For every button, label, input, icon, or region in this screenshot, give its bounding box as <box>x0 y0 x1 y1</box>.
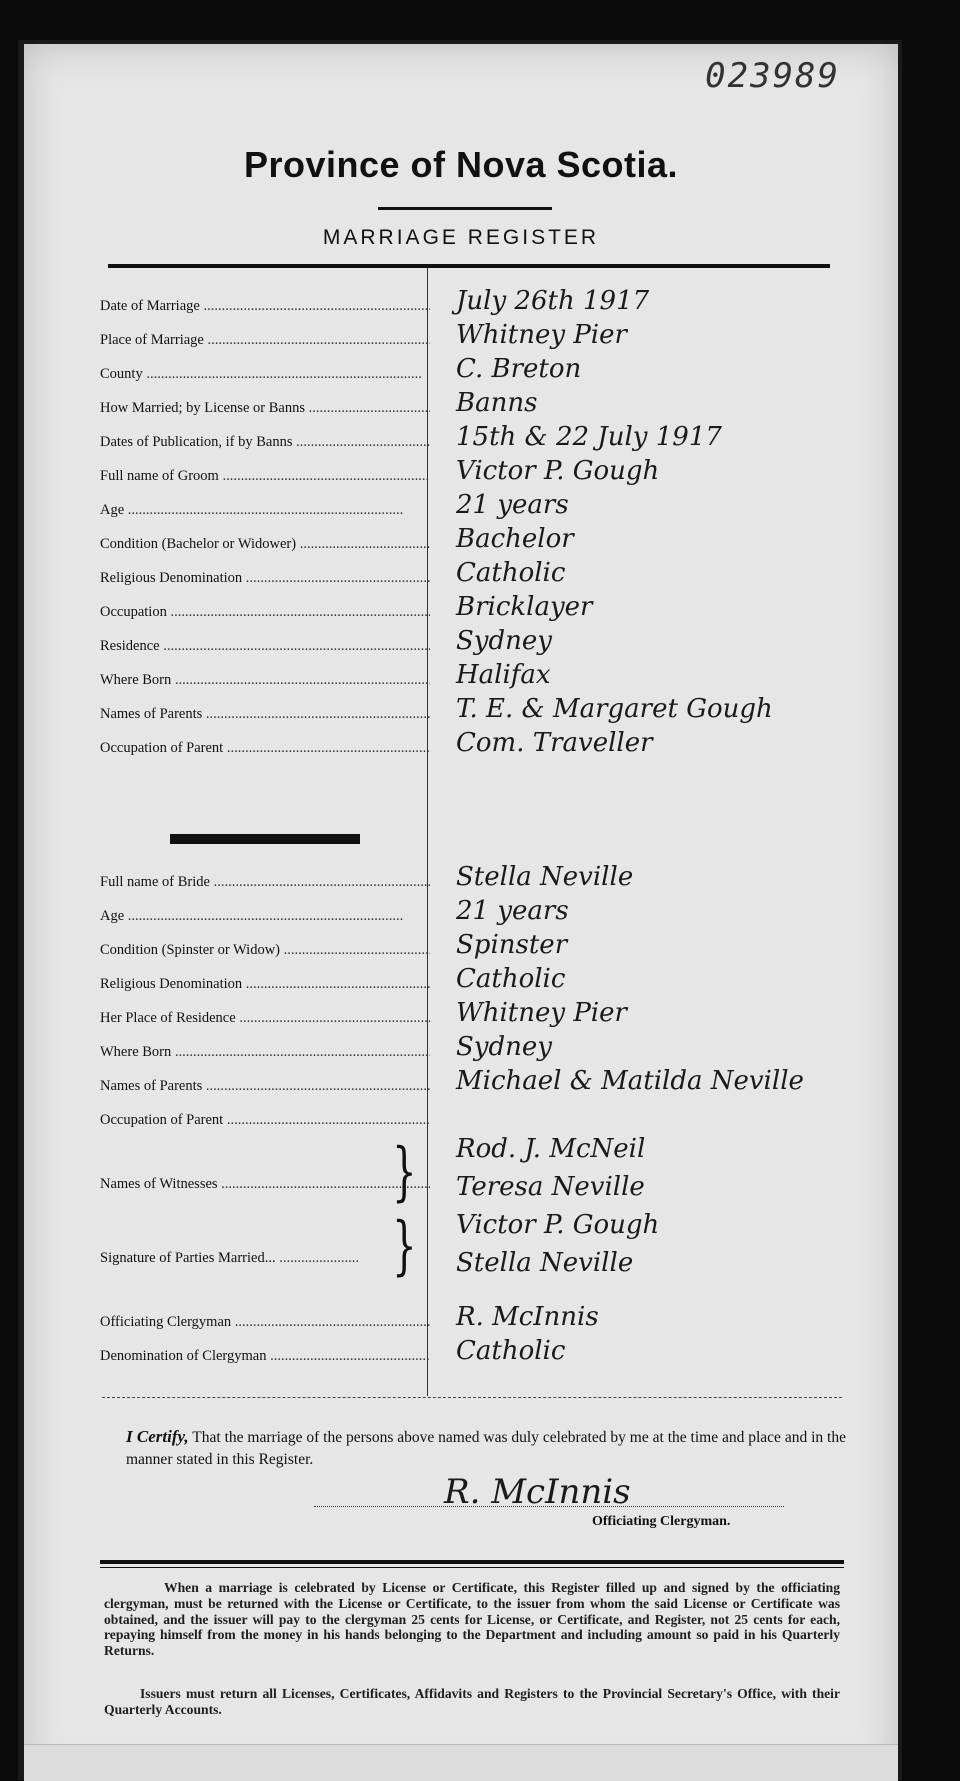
field-label: Condition (Bachelor or Widower) ..... <box>100 536 430 553</box>
page-subtitle: MARRIAGE REGISTER <box>322 226 600 249</box>
field-label: Occupation ..... <box>100 604 430 621</box>
field-groom-parent-occupation <box>100 728 900 766</box>
field-label: Religious Denomination ..... <box>100 976 430 993</box>
section-divider <box>102 1397 842 1398</box>
archive-number: 023989 <box>705 56 840 96</box>
field-label: Date of Marriage ..... <box>100 298 430 315</box>
clergy-signature: R. McInnis <box>444 1472 631 1512</box>
field-bride-parents <box>100 1066 900 1104</box>
field-value: Victor P. Gough <box>456 456 660 486</box>
field-label: Occupation of Parent ..... <box>100 740 430 757</box>
section-divider-bar <box>170 834 360 844</box>
brace-icon: } <box>392 1135 417 1209</box>
field-label: Occupation of Parent ..... <box>100 1112 430 1129</box>
field-value: Catholic <box>456 1336 566 1366</box>
signature-groom: Victor P. Gough <box>456 1210 660 1240</box>
footer-divider-thin <box>100 1567 844 1568</box>
field-value: Halifax <box>456 660 551 690</box>
field-label: How Married; by License or Banns ..... <box>100 400 430 417</box>
field-label: Full name of Bride ..... <box>100 874 430 891</box>
field-label: Age ..... <box>100 502 430 519</box>
field-value: Bricklayer <box>456 592 593 622</box>
brace-icon: } <box>392 1209 417 1283</box>
certify-text: That the marriage of the persons above named was duly celebrated by me at the time and place and in the manner stated in this Register. <box>126 1429 846 1468</box>
field-value: 21 years <box>456 896 569 926</box>
field-value: 21 years <box>456 490 569 520</box>
field-value: Catholic <box>456 558 566 588</box>
field-label: Residence ..... <box>100 638 430 655</box>
field-label: Where Born ..... <box>100 672 430 689</box>
field-value: Whitney Pier <box>456 998 627 1028</box>
title-divider <box>378 207 552 210</box>
field-value: Sydney <box>456 626 552 656</box>
field-value: Bachelor <box>456 524 574 554</box>
certify-lead: I Certify, <box>126 1427 189 1446</box>
field-label: Names of Witnesses ..... <box>100 1176 430 1193</box>
field-label: Denomination of Clergyman ..... <box>100 1348 430 1365</box>
signature-caption: Officiating Clergyman. <box>592 1514 731 1529</box>
field-value: Michael & Matilda Neville <box>456 1066 804 1096</box>
witness-1: Rod. J. McNeil <box>456 1134 646 1164</box>
field-value: Sydney <box>456 1032 552 1062</box>
signature-line <box>314 1506 784 1507</box>
footer-divider <box>100 1560 844 1564</box>
page-title: Province of Nova Scotia. <box>243 144 679 185</box>
field-label: Dates of Publication, if by Banns ..... <box>100 434 430 451</box>
field-value: R. McInnis <box>456 1302 599 1332</box>
field-value: Spinster <box>456 930 568 960</box>
field-label: Signature of Parties Married... ..... <box>100 1250 360 1267</box>
witness-2: Teresa Neville <box>456 1172 645 1202</box>
paper-bottom-edge <box>24 1744 898 1781</box>
field-label: County ..... <box>100 366 430 383</box>
field-label: Where Born ..... <box>100 1044 430 1061</box>
field-label: Her Place of Residence ..... <box>100 1010 430 1027</box>
header-divider <box>108 264 830 268</box>
field-value: Catholic <box>456 964 566 994</box>
field-value: Stella Neville <box>456 862 634 892</box>
field-value: T. E. & Margaret Gough <box>456 694 773 724</box>
field-label: Full name of Groom ..... <box>100 468 430 485</box>
field-value: Com. Traveller <box>456 728 653 758</box>
field-label: Condition (Spinster or Widow) ..... <box>100 942 430 959</box>
certification-statement <box>126 1426 846 1471</box>
field-label: Names of Parents ..... <box>100 706 430 723</box>
field-label: Officiating Clergyman ..... <box>100 1314 430 1331</box>
field-label: Place of Marriage ..... <box>100 332 430 349</box>
field-value: 15th & 22 July 1917 <box>456 422 722 452</box>
field-value: Banns <box>456 388 538 418</box>
field-value: Whitney Pier <box>456 320 627 350</box>
field-value: July 26th 1917 <box>456 286 650 316</box>
field-label: Names of Parents ..... <box>100 1078 430 1095</box>
signature-bride: Stella Neville <box>456 1248 634 1278</box>
field-value: C. Breton <box>456 354 582 384</box>
field-clergy-denomination <box>100 1336 900 1374</box>
field-label: Religious Denomination ..... <box>100 570 430 587</box>
instructions-notice: When a marriage is celebrated by License or Certificate, this Register filled up and signed by the officiating clergyman, must be returned with the License or Certificate, to the issuer from whom the said License or Certificate was obtained, and the issuer will pay to the clergyman 25 cents for License, or Certificate, and Register, not 25 cents for each, repaying himself from the money in his hands belonging to the Department and including amount so paid in his Quarterly Returns. <box>104 1580 840 1659</box>
instructions-notice-secondary: Issuers must return all Licenses, Certificates, Affidavits and Registers to the Provincial Secretary's Office, with their Quarterly Accounts. <box>104 1686 840 1717</box>
field-label: Age ..... <box>100 908 430 925</box>
register-form <box>24 44 898 1780</box>
